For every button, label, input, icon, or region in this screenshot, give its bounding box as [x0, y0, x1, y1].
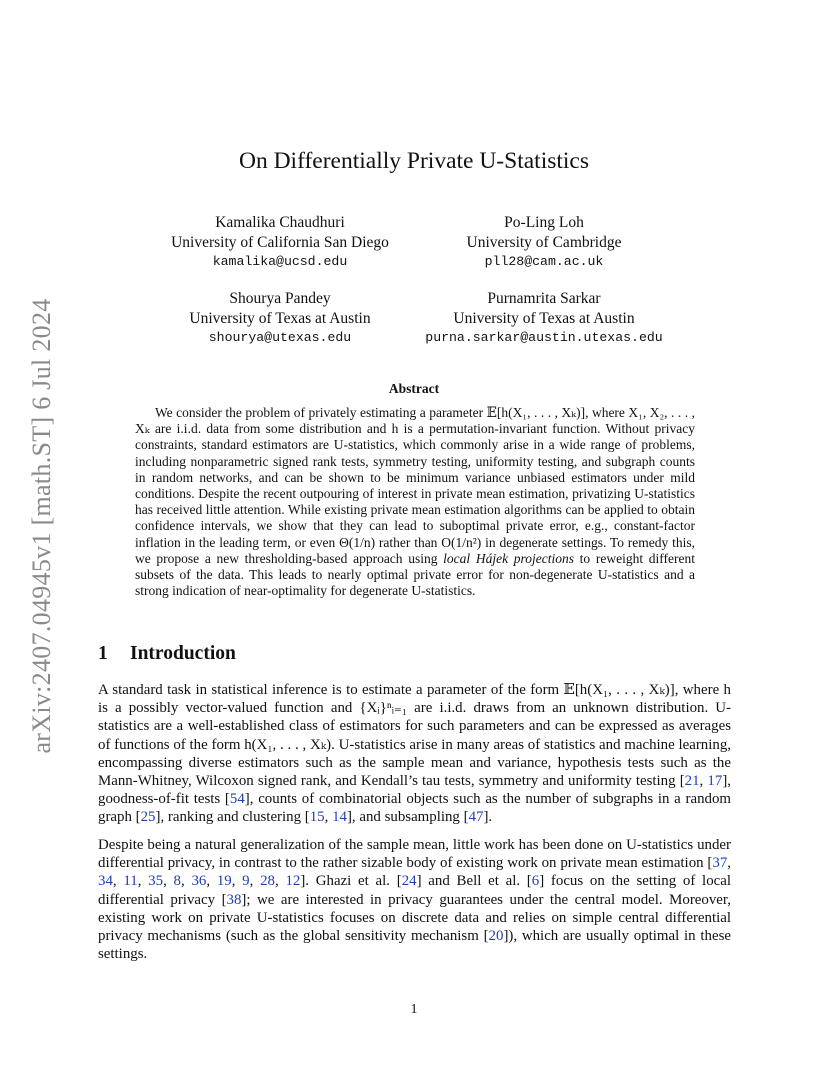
paragraph-text: ]), which are usually optimal in these settings. [98, 928, 731, 963]
abstract-text [135, 405, 695, 599]
author-email[interactable]: shourya@utexas.edu [208, 330, 352, 345]
author-affiliation: University of Texas at Austin [189, 309, 371, 327]
author-affiliation: University of Texas at Austin [453, 309, 635, 327]
paragraph-text: ]. Ghazi et al. [ [300, 873, 402, 890]
citation-link[interactable]: 47 [468, 809, 484, 826]
author-name: Purnamrita Sarkar [487, 290, 601, 307]
abstract-part-2: to reweight different subsets of the data. This leads to nearly optimal private error for non-degenerate U-statistics and a strong indication of near-optimality for degenerate U-statistics. [135, 550, 695, 599]
abstract-part-1: We consider the problem of privately estimating a parameter 𝔼[h(X₁, . . . , Xₖ)], where X₁, X₂, . . . , Xₖ are i.i.d. data from some distribution and h is a permutation-invariant function. Without privacy constraints, standard estimators are U-statistics, which commonly arise in a wide range of problems, including nonparametric signed rank tests, symmetry testing, uniformity testing, and subgraph counts in random networks, and can be shown to be minimum variance unbiased estimators under mild conditions. Despite the recent outpouring of interest in private mean estimation, privatizing U-statistics has received little attention. While existing private mean estimation algorithms can be applied to obtain confidence intervals, we show that they can lead to suboptimal private error, e.g., constant-factor inflation in the leading term, or even Θ(1/n) rather than O(1/n²) in degenerate settings. To remedy this, we propose a new thresholding-based approach using [135, 405, 695, 566]
section-number: 1 [98, 643, 108, 664]
paragraph-text: ], ranking and clustering [ [155, 809, 310, 826]
paragraph-text: ] and Bell et al. [ [416, 873, 532, 890]
citation-link[interactable]: 21 [684, 773, 700, 790]
citation-link[interactable]: 36 [191, 873, 207, 890]
paragraph-text: ], and subsampling [ [346, 809, 469, 826]
section-heading [98, 643, 236, 665]
paragraph-text: A standard task in statistical inference is to estimate a parameter of the form 𝔼[h(X₁, . . . , Xₖ)], where h is a possibly vector-valued function and {Xᵢ}ⁿᵢ₌₁ are i.i.d. draws from an unknown distribution. U-statistics are a well-established class of estimators for such parameters and can be expressed as averages of functions of the form h(X₁, . . . , Xₖ). U-statistics arise in many areas of statistics and machine learning, encompassing diverse estimators such as the sample mean and variance, hypothesis tests such as the Mann-Whitney, Wilcoxon signed rank, and Kendall’s tau tests, symmetry and uniformity testing [ [98, 682, 731, 790]
paragraph-text: , [727, 855, 731, 872]
paragraph-text: , [324, 809, 333, 826]
citation-link[interactable]: 14 [332, 809, 347, 826]
citation-link[interactable]: 15 [309, 809, 325, 826]
arxiv-stamp [22, 291, 62, 761]
paragraph-text: , [112, 873, 124, 890]
citation-link[interactable]: 8 [173, 873, 181, 890]
page-number: 1 [410, 1002, 418, 1017]
author-name: Shourya Pandey [229, 290, 331, 307]
abstract-heading: Abstract [388, 381, 440, 396]
author-name: Kamalika Chaudhuri [215, 214, 345, 231]
paragraph-text: ]. [483, 809, 493, 826]
citation-link[interactable]: 28 [260, 873, 275, 890]
citation-link[interactable]: 35 [148, 873, 164, 890]
paragraph-text: , [137, 873, 149, 890]
citation-link[interactable]: 19 [216, 873, 232, 890]
citation-link[interactable]: 25 [140, 809, 156, 826]
author-email[interactable]: pll28@cam.ac.uk [484, 254, 604, 269]
author-affiliation: University of Cambridge [466, 233, 622, 251]
citation-link[interactable]: 54 [229, 791, 245, 808]
citation-link[interactable]: 37 [712, 855, 728, 872]
paragraph-text: , [249, 873, 261, 890]
author-block [379, 213, 709, 272]
paragraph-text: ]; we are interested in privacy guarantees under the central model. Moreover, existing work on private U-statistics focuses on discrete data and relies on simple central differential privacy mechanisms (such as the global sensitivity mechanism [ [98, 891, 731, 945]
author-name: Po-Ling Loh [504, 214, 584, 231]
abstract-emphasis: local Hájek projections [443, 550, 574, 566]
paper-title: On Differentially Private U-Statistics [238, 148, 590, 174]
citation-link[interactable]: 34 [98, 873, 113, 890]
paragraph-text: Despite being a natural generalization of the sample mean, little work has been done on U-statistics under differential privacy, in contrast to the rather sizable body of existing work on private mean estimation [ [98, 837, 731, 872]
citation-link[interactable]: 38 [226, 891, 242, 908]
citation-link[interactable]: 20 [488, 928, 504, 945]
paragraph-text: ] focus on the setting of local differential privacy [ [98, 873, 731, 908]
citation-link[interactable]: 11 [123, 873, 138, 890]
citation-link[interactable]: 6 [531, 873, 540, 890]
arxiv-id: arXiv:2407.04945v1 [math.ST] 6 Jul 2024 [27, 298, 56, 754]
paragraph-text: ], goodness-of-fit tests [ [98, 773, 731, 808]
section-title: Introduction [130, 643, 236, 664]
author-affiliation: University of California San Diego [171, 233, 389, 251]
paragraph-text: , [163, 873, 174, 890]
paragraph-text: , [274, 873, 286, 890]
paragraph-text: , [180, 873, 192, 890]
citation-link[interactable]: 9 [242, 873, 250, 890]
citation-link[interactable]: 24 [401, 873, 417, 890]
paragraph-text: , [699, 773, 708, 790]
author-email[interactable]: purna.sarkar@austin.utexas.edu [425, 330, 663, 345]
author-block [379, 289, 709, 348]
paragraph-text: , [231, 873, 243, 890]
intro-paragraph [98, 836, 731, 963]
paragraph-text: , [206, 873, 217, 890]
citation-link[interactable]: 17 [707, 773, 723, 790]
intro-paragraph [98, 681, 731, 827]
paragraph-text: ], counts of combinatorial objects such as the number of subgraphs in a random graph [ [98, 791, 732, 826]
author-email[interactable]: kamalika@ucsd.edu [212, 254, 348, 269]
citation-link[interactable]: 12 [285, 873, 301, 890]
